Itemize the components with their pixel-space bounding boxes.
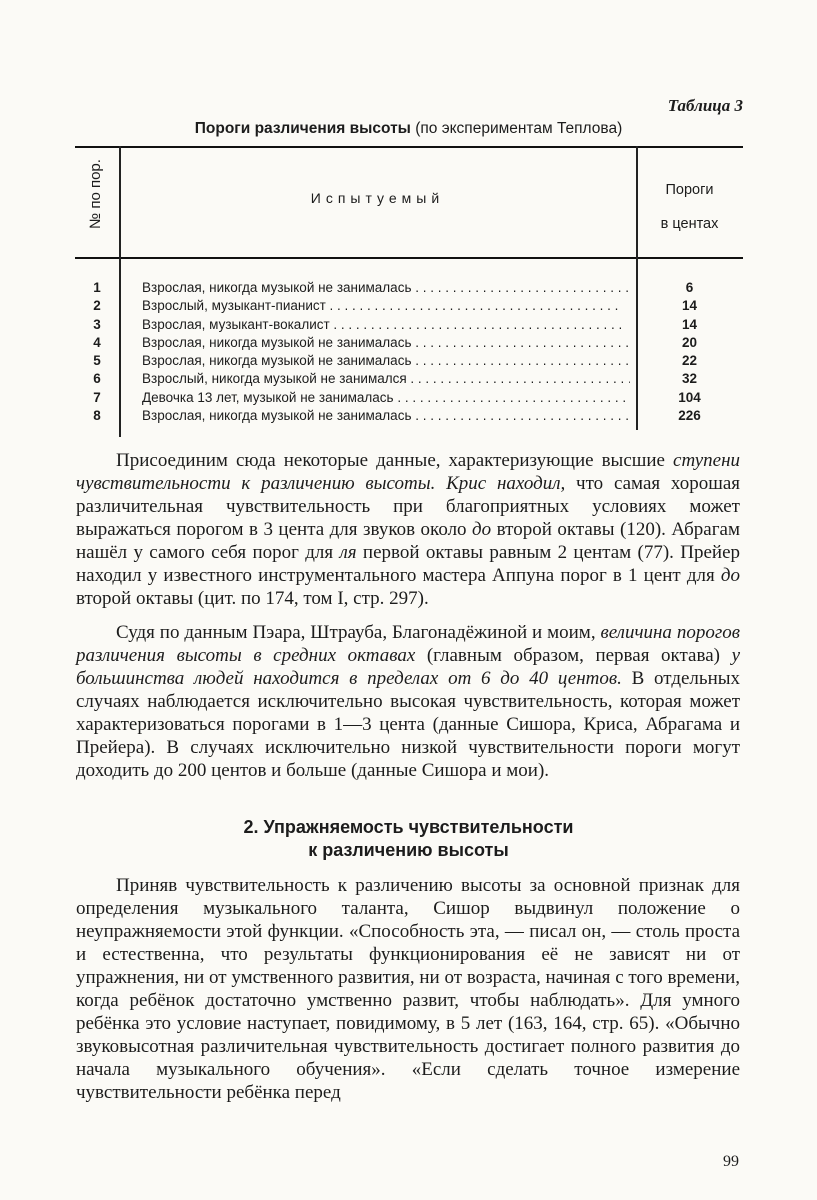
table-label: Таблица 3 <box>667 96 743 115</box>
row-subject: Взрослая, никогда музыкой не занималась . . . <box>142 408 630 423</box>
row-subject: Взрослый, музыкант-пианист . . . <box>142 298 630 313</box>
para2-text-c: (главным образом, первая октава) <box>415 645 732 666</box>
para1-text-e: второй октавы (120). Абрагам нашёл у самого себя порог для <box>76 519 740 563</box>
row-subject: Взрослая, никогда музыкой не занималась . . . <box>142 353 630 368</box>
table-row <box>75 390 743 408</box>
table-row <box>75 408 743 426</box>
para2-text-b: величина порогов различения высоты в средних октавах <box>76 622 740 666</box>
thresholds-table <box>75 146 743 441</box>
para3-text: Приняв чувствительность к различению высоты за основной признак для определения музыкального таланта, Сишор выдвинул положение о неупражняемости этой функции. «Способность эта, — писал он, — столь проста и естественна, что результаты функционирования её не зависят ни от упражнения, ни от умственного развития, ни от возраста, начиная с того времени, когда ребёнок достаточно умственно развит, чтобы наблюдать». Для умного ребёнка это условие наступает, повидимому, в 5 лет (163, 164, стр. 65). «Обычно звуковысотная различительная чувствительность достигает полного развития до начала музыкального обучения». «Если сделать точное измерение чувствительности ребёнка перед <box>76 875 740 1103</box>
table-row <box>75 280 743 298</box>
section-heading-line2: к различению высоты <box>308 840 509 860</box>
row-subject: Взрослая, никогда музыкой не занималась . . . <box>142 280 630 295</box>
table-row <box>75 353 743 371</box>
row-number: 5 <box>93 353 101 369</box>
para2-text-d: у большинства людей находится в пределах от 6 до 40 центов. <box>76 645 740 689</box>
row-threshold: 104 <box>678 389 701 405</box>
row-threshold: 32 <box>681 371 698 387</box>
row-threshold: 22 <box>681 353 698 369</box>
para1-note-do-2: до <box>720 565 740 586</box>
column-header-subject: Испытуемый <box>310 190 445 206</box>
row-threshold: 6 <box>685 280 694 295</box>
paragraph-2 <box>76 621 740 782</box>
para1-text-c: что самая хорошая различительная чувствительность при благоприятных условиях может выражаться порогом в 3 цента для звуков около <box>76 473 740 540</box>
table-row <box>75 335 743 353</box>
section-heading <box>0 816 817 862</box>
row-subject: Взрослая, музыкант-вокалист . . . <box>142 317 630 332</box>
section-heading-line1: 2. Упражняемость чувствительности <box>243 817 574 837</box>
table-row <box>75 371 743 389</box>
para2-text-e: В отдельных случаях наблюдается исключительно высокая чувствительность, которая может характеризоваться порогами в 1—3 цента (данные Сишора, Криса, Абрагама и Прейера). В случаях исключительно низкой чувствительности пороги могут доходить до 200 центов и больше (данные Сишора и мои). <box>76 668 741 781</box>
column-header-threshold-line2: в центах <box>660 216 719 232</box>
table-header-rule <box>75 257 743 259</box>
para1-text-g: первой октавы равным 2 центам (77). Прейер находил у известного инструментального мастера Аппуна порог в 1 цент для <box>76 542 741 586</box>
row-number: 8 <box>93 408 101 424</box>
table-body <box>75 280 743 426</box>
row-number: 4 <box>93 334 101 350</box>
para1-note-la: ля <box>339 542 357 563</box>
para1-text-b: ступени чувствительности к различению высоты. Крис находил, <box>76 450 740 494</box>
row-subject: Девочка 13 лет, музыкой не занималась . . . <box>142 390 630 405</box>
column-header-threshold <box>636 173 743 241</box>
para1-note-do: до <box>472 519 492 540</box>
row-number: 2 <box>93 298 101 314</box>
table-row <box>75 317 743 335</box>
row-number: 3 <box>93 316 101 332</box>
page-number: 99 <box>723 1153 739 1170</box>
row-number: 6 <box>93 371 101 387</box>
row-threshold: 226 <box>678 408 701 424</box>
row-threshold: 14 <box>681 316 698 332</box>
para1-text-a: Присоединим сюда некоторые данные, характеризующие высшие <box>116 450 674 471</box>
para2-text-a: Судя по данным Пэара, Штрауба, Благонадёжиной и моим, <box>116 622 601 643</box>
row-number: 1 <box>93 280 101 295</box>
column-header-threshold-line1: Пороги <box>665 182 714 198</box>
table-title-rest: (по экспериментам Теплова) <box>410 120 623 137</box>
row-subject: Взрослая, никогда музыкой не занималась . . . <box>142 335 630 350</box>
para1-text-i: второй октавы (цит. по 174, том I, стр. 297). <box>76 588 429 609</box>
paragraph-3 <box>76 874 740 1104</box>
table-title <box>0 120 817 138</box>
row-number: 7 <box>93 389 101 405</box>
table-title-bold: Пороги различения высоты <box>194 120 411 137</box>
column-header-number: № по пор. <box>87 159 104 229</box>
row-threshold: 20 <box>681 334 698 350</box>
row-subject: Взрослый, никогда музыкой не занимался . . . <box>142 371 630 386</box>
table-row <box>75 298 743 316</box>
paragraph-1 <box>76 449 740 610</box>
row-threshold: 14 <box>681 298 698 314</box>
table-top-rule <box>75 146 743 148</box>
